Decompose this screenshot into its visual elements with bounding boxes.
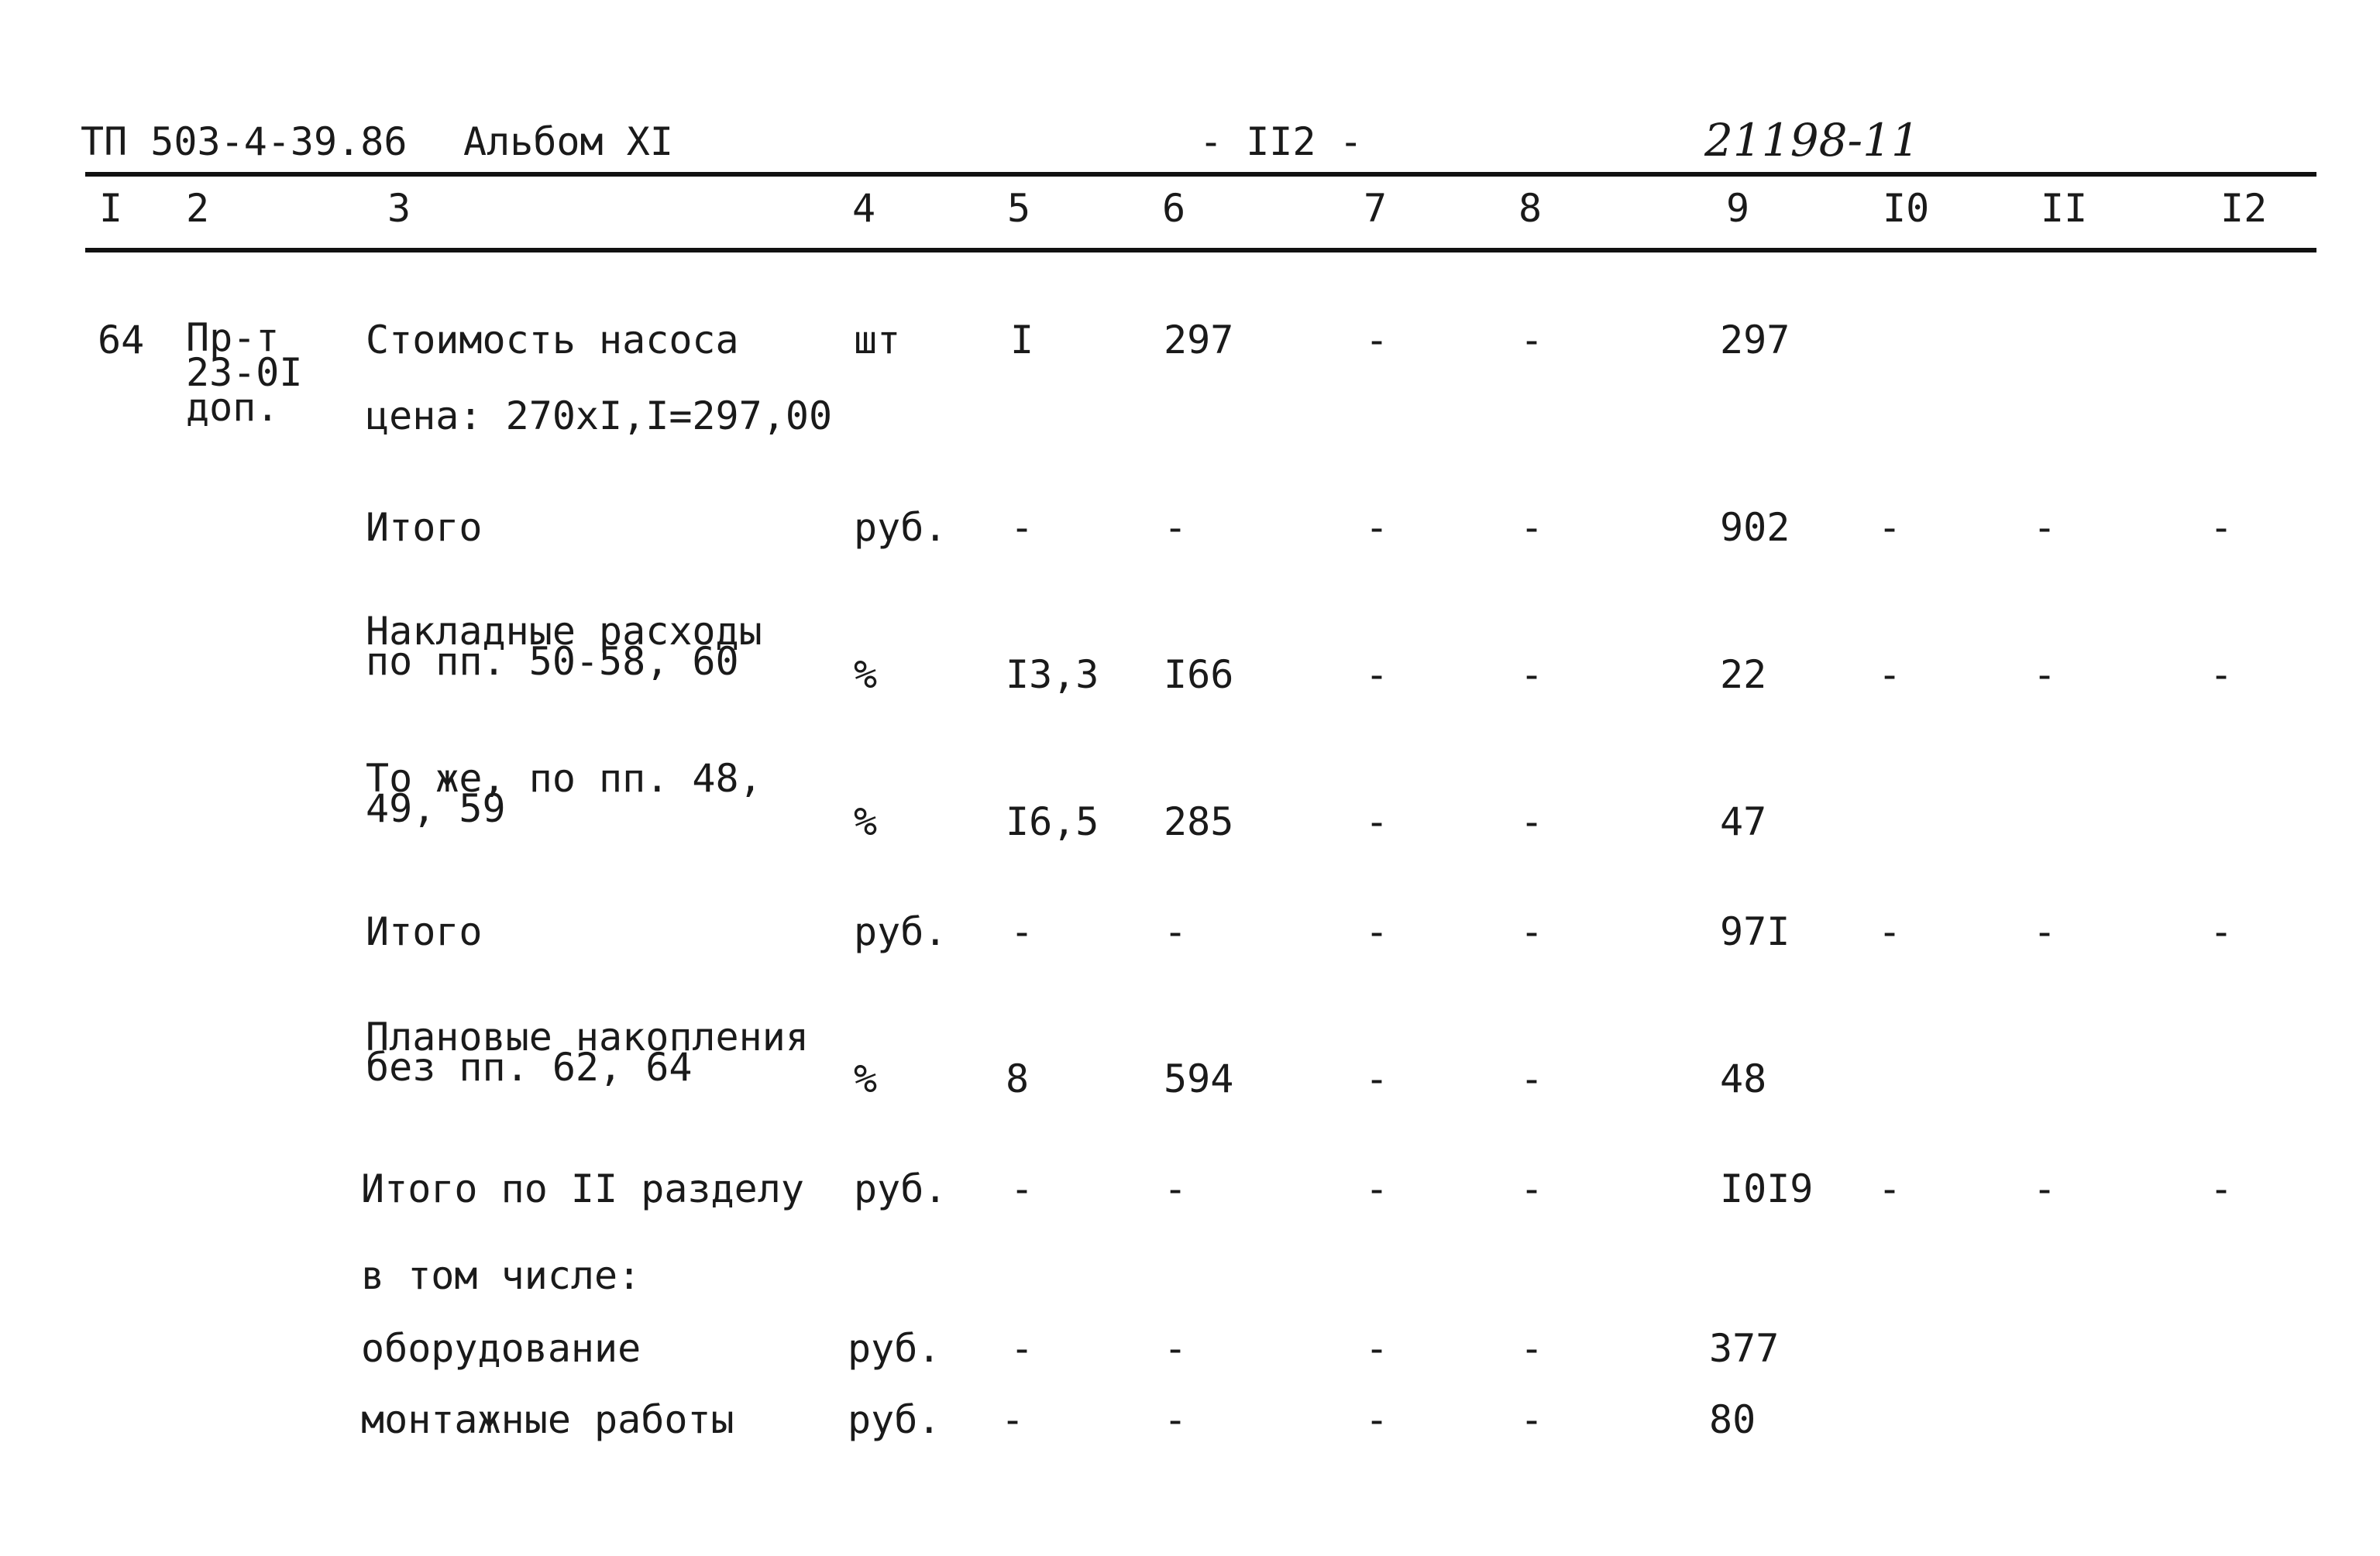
table-row-name: Плановые накопления без пп. 62, 64: [366, 1015, 809, 1090]
table-row-col6: 594: [1164, 1056, 1234, 1101]
table-row-col7: -: [1365, 652, 1389, 697]
column-number-8: 8: [1518, 186, 1543, 231]
inventory-number: 21198-11: [1704, 114, 1920, 167]
table-row-col12: -: [2210, 909, 2234, 954]
column-number-1: I: [99, 186, 123, 231]
table-row-name: Итого: [366, 909, 483, 954]
table-row-col6: -: [1164, 1397, 1188, 1442]
table-row-col5: I: [1010, 318, 1034, 362]
table-row-col8: -: [1520, 1166, 1544, 1211]
table-row-price-note: цена: 270xI,I=297,00: [366, 393, 833, 438]
table-row-col10: -: [1878, 1166, 1902, 1211]
table-row-unit: руб.: [854, 505, 948, 550]
table-row-col12: -: [2210, 505, 2234, 550]
table-row-col8: -: [1520, 799, 1544, 844]
column-number-9: 9: [1726, 186, 1750, 231]
column-number-10: I0: [1883, 186, 1930, 231]
table-row-col9: 902: [1720, 505, 1790, 550]
table-row-col5: -: [1010, 1166, 1034, 1211]
table-row-col6: -: [1164, 1326, 1188, 1371]
table-row-unit: руб.: [848, 1397, 941, 1442]
table-row-name: Итого по II разделу: [361, 1166, 804, 1211]
table-row-col9: 297: [1720, 318, 1790, 362]
header-top-rule: [85, 172, 2316, 177]
table-row-col11: -: [2033, 652, 2057, 697]
table-row-name: Итого: [366, 505, 483, 550]
table-row-col9: 22: [1720, 652, 1767, 697]
table-row-col7: -: [1365, 318, 1389, 362]
table-row-name: Стоимость насоса: [366, 318, 739, 362]
table-row-name: Накладные расходы по пп. 50-58, 60: [366, 609, 762, 684]
column-number-5: 5: [1007, 186, 1031, 231]
column-number-6: 6: [1162, 186, 1186, 231]
table-row-col9: 97I: [1720, 909, 1790, 954]
table-row-col12: -: [2210, 652, 2234, 697]
table-row-col9: 80: [1709, 1397, 1756, 1442]
table-row-name: То же, по пп. 48, 49, 59: [366, 756, 762, 831]
table-row-col9: 377: [1709, 1326, 1780, 1371]
table-row-col5: I3,3: [1006, 652, 1099, 697]
table-row-subheading: в том числе:: [361, 1253, 641, 1298]
table-row-col5: 8: [1006, 1056, 1030, 1101]
column-number-2: 2: [186, 186, 210, 231]
table-row-col9: 47: [1720, 799, 1767, 844]
table-row-col6: -: [1164, 909, 1188, 954]
column-number-7: 7: [1364, 186, 1388, 231]
table-row-col7: -: [1365, 1056, 1389, 1101]
table-row-unit: руб.: [848, 1326, 941, 1371]
table-row-col5: -: [1010, 1326, 1034, 1371]
table-row-unit: руб.: [854, 1166, 948, 1211]
table-row-col11: -: [2033, 505, 2057, 550]
table-row-col8: -: [1520, 1056, 1544, 1101]
table-row-col11: -: [2033, 1166, 2057, 1211]
table-row-col7: -: [1365, 505, 1389, 550]
header-bottom-rule: [85, 248, 2316, 252]
table-row-name: оборудование: [361, 1326, 641, 1371]
album-label: Альбом XI: [463, 119, 673, 164]
table-row-col5: -: [1001, 1397, 1025, 1442]
table-row-col6: -: [1164, 505, 1188, 550]
document-code: ТП 503-4-39.86: [81, 119, 408, 164]
column-number-3: 3: [387, 186, 411, 231]
table-row-col7: -: [1365, 799, 1389, 844]
table-row-col8: -: [1520, 505, 1544, 550]
table-row-position: 64: [98, 318, 145, 362]
table-row-unit: руб.: [854, 909, 948, 954]
table-row-col10: -: [1878, 505, 1902, 550]
table-row-col7: -: [1365, 1397, 1389, 1442]
table-row-name: монтажные работы: [361, 1397, 734, 1442]
table-row-col8: -: [1520, 1397, 1544, 1442]
table-row-col6: 285: [1164, 799, 1234, 844]
table-row-col8: -: [1520, 318, 1544, 362]
table-row-col5: I6,5: [1006, 799, 1099, 844]
table-row-col10: -: [1878, 909, 1902, 954]
table-row-col11: -: [2033, 909, 2057, 954]
table-row-col7: -: [1365, 1326, 1389, 1371]
table-row-col8: -: [1520, 652, 1544, 697]
table-row-unit: %: [854, 1056, 878, 1101]
column-number-4: 4: [852, 186, 876, 231]
column-number-12: I2: [2220, 186, 2268, 231]
table-row-col8: -: [1520, 909, 1544, 954]
table-row-col10: -: [1878, 652, 1902, 697]
table-row-unit: %: [854, 652, 878, 697]
table-row-col6: 297: [1164, 318, 1234, 362]
table-row-unit: шт: [854, 318, 901, 362]
table-row-col12: -: [2210, 1166, 2234, 1211]
table-row-col8: -: [1520, 1326, 1544, 1371]
column-number-11: II: [2041, 186, 2088, 231]
table-row-col9: I0I9: [1720, 1166, 1814, 1211]
table-row-col7: -: [1365, 909, 1389, 954]
page-number: - II2 -: [1199, 119, 1363, 164]
table-row-col9: 48: [1720, 1056, 1767, 1101]
table-row-unit: %: [854, 799, 878, 844]
table-row-col7: -: [1365, 1166, 1389, 1211]
table-row-col5: -: [1010, 909, 1034, 954]
table-row-col5: -: [1010, 505, 1034, 550]
table-row-col6: -: [1164, 1166, 1188, 1211]
table-row-price-code: Пр-т 23-0I доп.: [186, 315, 303, 430]
table-row-col6: I66: [1164, 652, 1234, 697]
